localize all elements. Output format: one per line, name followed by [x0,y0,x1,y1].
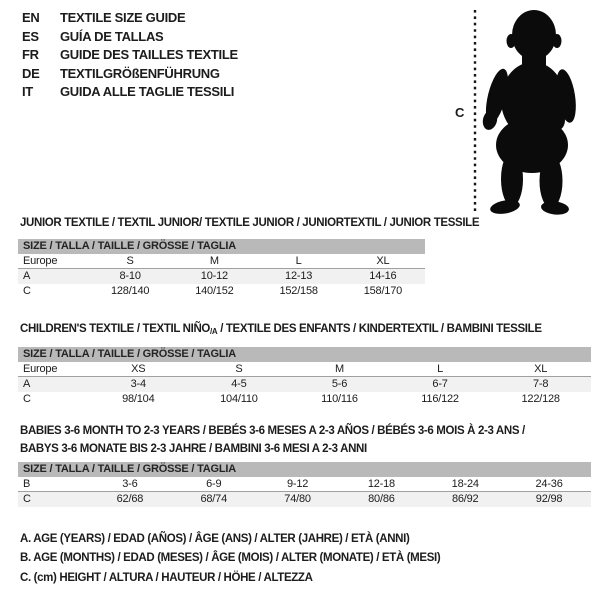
table-cell: XL [376,255,390,267]
row-label: B [23,478,31,490]
table-row-europe [18,362,591,377]
row-label: Europe [23,255,58,267]
table-cell: 122/128 [521,393,560,405]
lang-code: FR [22,47,39,63]
lang-code: EN [22,10,40,25]
table-cell: L [437,363,444,375]
table-cell: 14-16 [369,270,397,282]
lang-code: IT [22,84,33,100]
row-label: A [23,270,31,282]
table-title-line [20,320,542,341]
table-cell: 116/122 [421,393,459,405]
lang-code: DE [22,65,40,81]
legend-notes [20,530,440,588]
table-cell: 128/140 [110,285,150,297]
row-label: C [23,493,31,505]
note-c: C. (cm) HEIGHT / ALTURA / HAUTEUR / HÖHE / ALTEZZA [20,571,313,584]
table-cell: 18-24 [451,478,479,490]
lang-title: GUÍA DE TALLAS [60,28,164,44]
table-cell: 8-10 [119,270,141,282]
table-cell: 158/170 [363,285,403,297]
table-cell: XL [534,363,548,375]
table-cell: 68/74 [200,493,227,505]
table-cell: S [126,255,134,267]
baby-silhouette [481,10,579,216]
size-header-bar: SIZE / TALLA / TAILLE / GRÖSSE / TAGLIA [18,462,591,477]
table-cell: 6-9 [206,478,222,490]
table-row-europe [18,254,425,269]
table-cell: 4-5 [231,378,247,390]
size-header-bar: SIZE / TALLA / TAILLE / GRÖSSE / TAGLIA [18,239,425,254]
table-cell: 10-12 [200,270,228,282]
table-cell: 7-8 [533,378,549,390]
table-cell: 24-36 [535,478,563,490]
title-subscript: /A [210,327,218,336]
title-text: BABIES 3-6 MONTH TO 2-3 YEARS / BEBÉS 3-6 MESES A 2-3 AÑOS / BÉBÉS 3-6 MOIS À 2-3 ANS / [20,425,525,437]
lang-title: GUIDE DES TAILLES TEXTILE [60,47,238,63]
row-label: A [23,378,31,390]
title-text: / TEXTILE DES ENFANTS / KINDERTEXTIL / BAMBINI TESSILE [217,323,542,335]
junior-table-title [20,214,479,232]
table-cell: 74/80 [284,493,311,505]
table-cell: 152/158 [279,285,318,297]
table-cell: M [209,255,219,267]
lang-title: TEXTILE SIZE GUIDE [60,10,186,25]
row-label: C [23,393,31,405]
children-size-table [18,347,591,407]
babies-size-table [18,462,591,507]
table-cell: 98/104 [122,393,155,405]
table-cell: 12-18 [367,478,395,490]
table-cell: S [235,363,243,375]
table-row-c [18,284,425,299]
table-title-line [20,440,525,458]
table-cell: 86/92 [451,493,479,505]
table-cell: 140/152 [195,285,234,297]
table-cell: 5-6 [331,378,348,390]
row-label: C [23,285,31,297]
title-text: JUNIOR TEXTILE / TEXTIL JUNIOR/ TEXTILE JUNIOR / JUNIORTEXTIL / JUNIOR TESSILE [20,217,480,229]
table-cell: 92/98 [535,493,563,505]
junior-size-table [18,239,425,299]
babies-table-title [20,422,525,458]
table-cell: XS [131,363,146,375]
table-cell: 104/110 [220,393,258,405]
language-legend [22,11,238,99]
table-cell: 9-12 [286,478,309,490]
lang-title: TEXTILGRÖßENFÜHRUNG [60,65,220,81]
table-row-b [18,477,591,492]
children-table-title [20,320,542,341]
table-cell: 62/68 [116,493,144,505]
table-row-a [18,377,591,392]
size-header-bar: SIZE / TALLA / TAILLE / GRÖSSE / TAGLIA [18,347,591,362]
table-cell: M [335,363,344,375]
table-cell: 3-4 [130,378,146,390]
height-measure-label: C [455,105,465,120]
table-cell: 12-13 [285,270,313,282]
note-b: B. AGE (MONTHS) / EDAD (MESES) / ÂGE (MOIS) / ALTER (MONATE) / ETÀ (MESI) [20,552,441,565]
table-row-c [18,392,591,407]
table-cell: 6-7 [432,378,448,390]
table-cell: 110/116 [321,393,358,405]
table-title-line [20,214,479,232]
table-cell: 3-6 [122,478,138,490]
height-measure-figure [445,4,597,216]
table-title-line [20,422,525,440]
table-cell: 80/86 [368,493,395,505]
lang-code: ES [22,28,39,44]
table-cell: L [295,255,302,267]
note-a: A. AGE (YEARS) / EDAD (AÑOS) / ÂGE (ANS) / ALTER (JAHRE) / ETÀ (ANNI) [20,533,410,545]
title-text: BABYS 3-6 MONATE BIS 2-3 JAHRE / BAMBINI 3-6 MESI A 2-3 ANNI [20,443,367,455]
table-row-c [18,492,591,507]
row-label: Europe [23,363,58,375]
table-row-a [18,269,425,284]
baby-silhouette-icon [445,4,597,216]
lang-title: GUIDA ALLE TAGLIE TESSILI [60,84,235,100]
title-text: CHILDREN'S TEXTILE / TEXTIL NIÑO [20,323,211,335]
